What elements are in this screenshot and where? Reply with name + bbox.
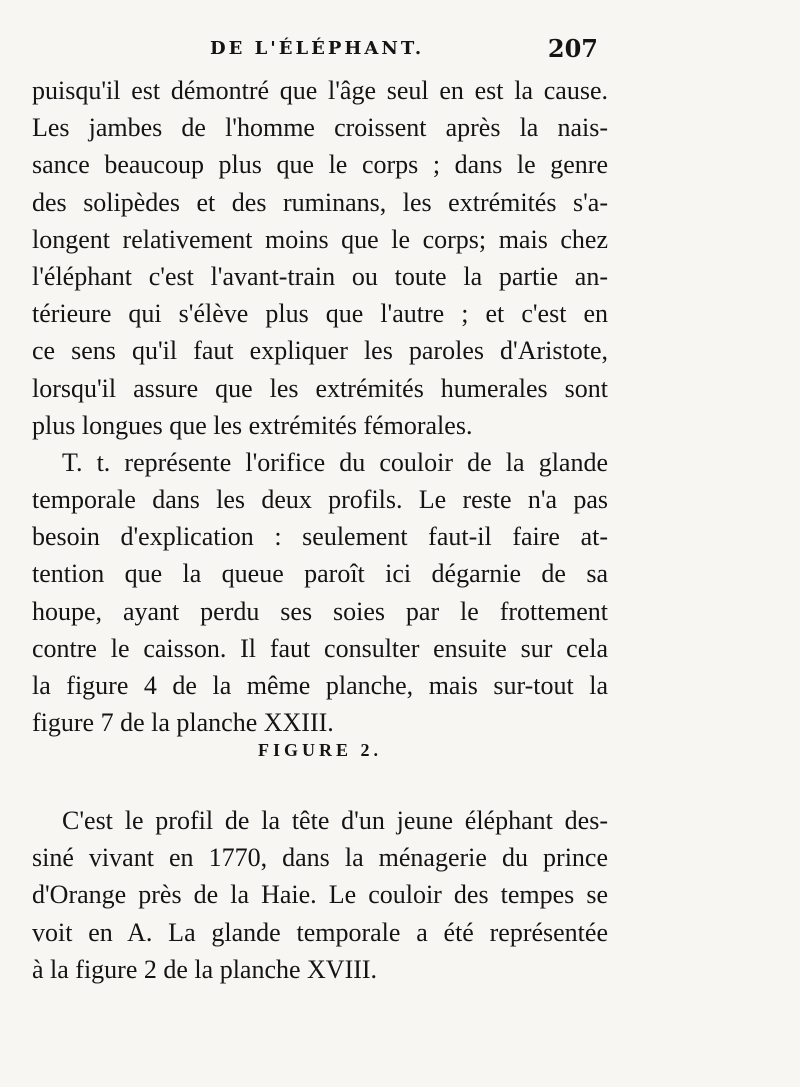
section-heading: FIGURE 2. [257, 740, 382, 760]
figure-2-text [32, 802, 608, 988]
text-line: l'éléphant c'est l'avant-train ou toute la partie an- [32, 261, 608, 291]
text-line: besoin d'explication : seulement faut-il faire at- [32, 522, 608, 552]
text-line: siné vivant en 1770, dans la ménagerie du prince [32, 843, 608, 873]
main-text [32, 72, 608, 741]
paragraph-1 [32, 72, 608, 444]
text-line: des solipèdes et des ruminans, les extrémités s'a- [32, 187, 608, 217]
text-line: puisqu'il est démontré que l'âge seul en est la cause. [32, 76, 608, 105]
text-line: sance beaucoup plus que le corps ; dans le genre [32, 150, 608, 180]
text-line: tention que la queue paroît ici dégarnie de sa [32, 559, 608, 589]
text-line: figure 7 de la planche XXIII. [32, 708, 334, 738]
paragraph-2 [32, 444, 608, 742]
paragraph-3 [32, 802, 608, 988]
text-line: plus longues que les extrémités fémorales. [32, 410, 473, 440]
text-line: houpe, ayant perdu ses soies par le frottement [32, 596, 608, 626]
page-header [32, 34, 608, 66]
text-line: T. t. représente l'orifice du couloir de la glande [62, 447, 608, 477]
text-line: lorsqu'il assure que les extrémités humerales sont [32, 373, 608, 403]
text-line: ce sens qu'il faut expliquer les paroles d'Aristote, [32, 336, 608, 366]
text-line: longent relativement moins que le corps; mais chez [32, 224, 608, 254]
text-line: la figure 4 de la même planche, mais sur-tout la [32, 671, 608, 700]
running-head: DE L'ÉLÉPHANT. [210, 38, 425, 59]
text-line: contre le caisson. Il faut consulter ensuite sur cela [32, 633, 608, 663]
text-line: à la figure 2 de la planche XVIII. [32, 954, 378, 984]
text-line: térieure qui s'élève plus que l'autre ; et c'est en [32, 299, 608, 329]
text-line: Les jambes de l'homme croissent après la nais- [32, 113, 608, 143]
text-line: d'Orange près de la Haie. Le couloir des tempes se [32, 880, 608, 910]
text-line: voit en A. La glande temporale a été représentée [32, 917, 608, 947]
text-line: C'est le profil de la tête d'un jeune éléphant des- [62, 806, 608, 835]
text-line: temporale dans les deux profils. Le reste n'a pas [32, 485, 608, 515]
page-number: 207 [547, 34, 598, 63]
